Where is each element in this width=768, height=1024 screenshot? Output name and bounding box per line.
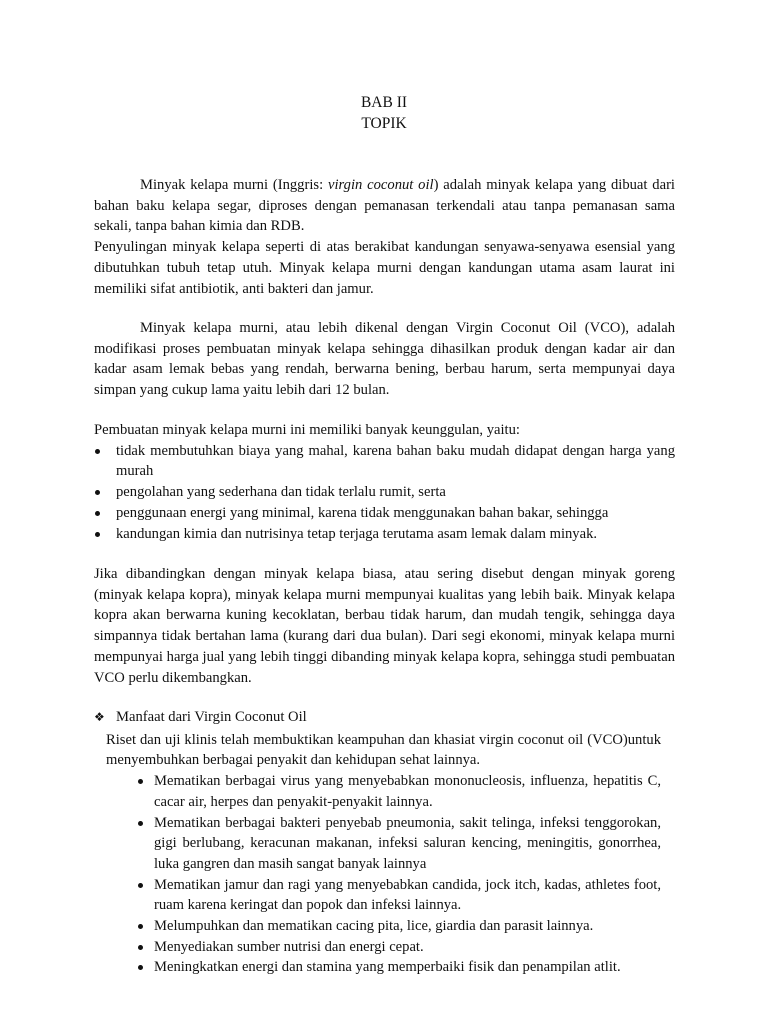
list-item: tidak membutuhkan biaya yang mahal, karena bahan baku mudah didapat dengan harga yang murah bbox=[94, 441, 675, 482]
list-item: Menyediakan sumber nutrisi dan energi cepat. bbox=[130, 937, 661, 958]
paragraph-distillation: Penyulingan minyak kelapa seperti di atas berakibat kandungan senyawa-senyawa esensial yang dibutuhkan tubuh tetap utuh. Minyak kelapa murni dengan kandungan utama asam laurat ini memiliki sifat antibiotik, anti bakteri dan jamur. bbox=[94, 239, 675, 297]
benefits-section bbox=[94, 707, 675, 978]
list-item: pengolahan yang sederhana dan tidak terlalu rumit, serta bbox=[94, 482, 675, 503]
list-item: kandungan kimia dan nutrisinya tetap terjaga terutama asam lemak dalam minyak. bbox=[94, 524, 675, 545]
list-item: Mematikan berbagai bakteri penyebab pneumonia, sakit telinga, infeksi tenggorokan, gigi berlubang, keracunan makanan, infeksi saluran kencing, meningitis, gonorrhea, luka gangren dan masih sangat banyak lainnya bbox=[130, 813, 661, 875]
advantages-list bbox=[94, 441, 675, 545]
paragraph-vco: Minyak kelapa murni, atau lebih dikenal dengan Virgin Coconut Oil (VCO), adalah modifikasi proses pembuatan minyak kelapa sehingga dihasilkan produk dengan kadar air dan kadar asam lemak bebas yang rendah, berwarna bening, berbau harum, serta mempunyai daya simpan yang cukup lama yaitu lebih dari 12 bulan. bbox=[94, 320, 675, 399]
chapter-heading bbox=[0, 93, 768, 134]
benefits-heading: ❖ Manfaat dari Virgin Coconut Oil bbox=[94, 707, 675, 728]
list-item: Melumpuhkan dan mematikan cacing pita, lice, giardia dan parasit lainnya. bbox=[130, 916, 661, 937]
benefits-intro: Riset dan uji klinis telah membuktikan keampuhan dan khasiat virgin coconut oil (VCO)untuk menyembuhkan berbagai penyakit dan kehidupan sehat lainnya. bbox=[106, 731, 661, 769]
advantages-intro: Pembuatan minyak kelapa murni ini memiliki banyak keunggulan, yaitu: bbox=[94, 422, 520, 438]
list-item: Meningkatkan energi dan stamina yang memperbaiki fisik dan penampilan atlit. bbox=[130, 957, 661, 978]
list-item: Mematikan berbagai virus yang menyebabkan mononucleosis, influenza, hepatitis C, cacar air, herpes dan penyakit-penyakit lainnya. bbox=[130, 771, 661, 812]
paragraph-comparison: Jika dibandingkan dengan minyak kelapa biasa, atau sering disebut dengan minyak goreng (minyak kelapa kopra), minyak kelapa murni mempunyai kualitas yang lebih baik. Minyak kelapa kopra akan berwarna kuning kecoklatan, berbau tidak harum, dan mudah tengik, sehingga daya simpannya tidak bertahan lama (kurang dari dua bulan). Dari segi ekonomi, minyak kelapa murni mempunyai harga jual yang lebih tinggi dibanding minyak kelapa kopra, sehingga studi pembuatan VCO perlu dikembangkan. bbox=[94, 566, 675, 686]
benefits-list bbox=[106, 771, 661, 978]
advantages-section bbox=[94, 420, 675, 544]
list-item: penggunaan energi yang minimal, karena tidak menggunakan bahan bakar, sehingga bbox=[94, 503, 675, 524]
vco-section bbox=[94, 318, 675, 401]
chapter-title: TOPIK bbox=[361, 114, 407, 132]
diamond-bullet-icon: ❖ bbox=[94, 710, 105, 724]
english-term: virgin coconut oil bbox=[327, 177, 434, 193]
list-item: Mematikan jamur dan ragi yang menyebabkan candida, jock itch, kadas, athletes foot, ruam karena keringat dan popok dan infeksi lainnya. bbox=[130, 875, 661, 916]
paragraph-definition: Minyak kelapa murni (Inggris: virgin coconut oil) adalah minyak kelapa yang dibuat dari bahan baku kelapa segar, diproses dengan pemanasan terkendali atau tanpa pemanasan sama sekali, tanpa bahan kimia dan RDB. bbox=[94, 177, 675, 235]
intro-section bbox=[94, 175, 675, 299]
chapter-number: BAB II bbox=[360, 94, 408, 111]
comparison-section bbox=[94, 564, 675, 688]
